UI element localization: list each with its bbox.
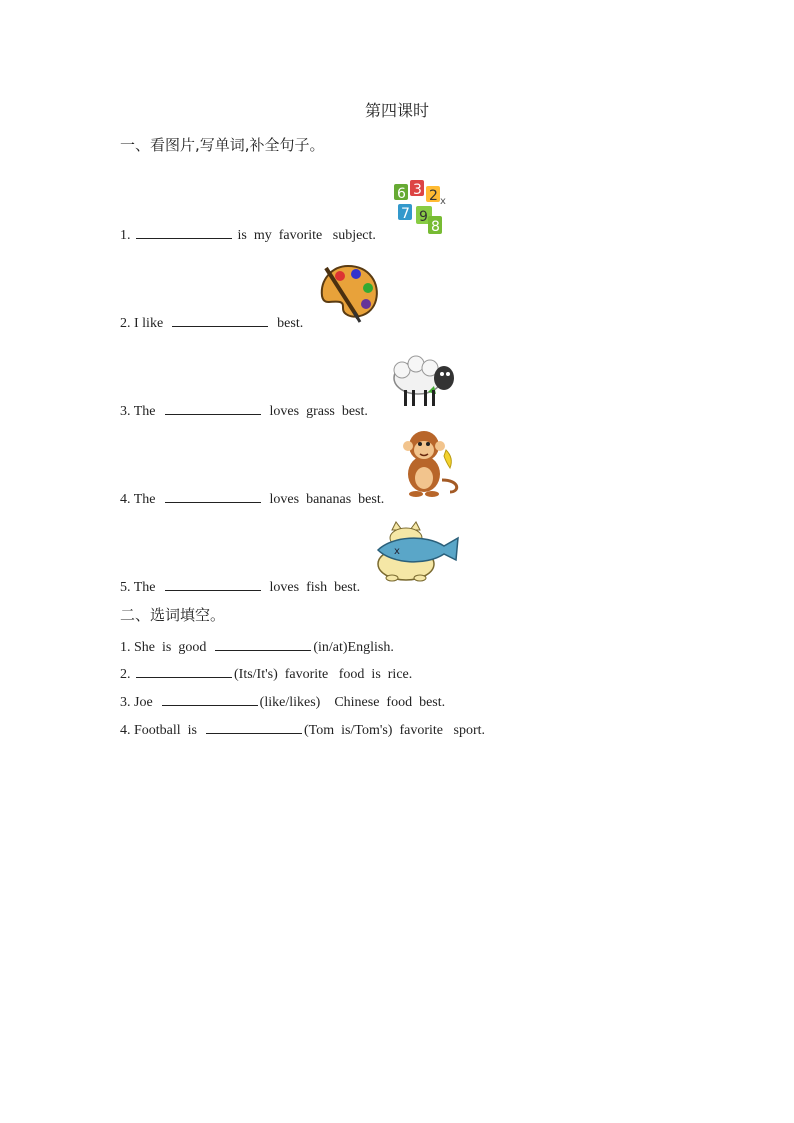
- answer-blank[interactable]: [162, 693, 258, 706]
- answer-blank[interactable]: [165, 402, 261, 415]
- svg-text:7: 7: [401, 206, 410, 222]
- section2-heading: 二、选词填空。: [120, 606, 226, 624]
- monkey-icon: [398, 428, 464, 498]
- section1-item-1: [120, 226, 376, 244]
- item-text-before: 5. The: [120, 580, 163, 595]
- answer-blank[interactable]: [215, 638, 311, 651]
- item-text-after: loves fish best.: [262, 580, 361, 595]
- svg-text:x: x: [440, 196, 446, 207]
- item-text-after: loves bananas best.: [262, 492, 385, 507]
- item-text-before: 2. I like: [120, 316, 171, 331]
- svg-text:x: x: [394, 546, 400, 557]
- cat-fish-icon: [372, 520, 462, 584]
- item-text-before: 1.: [120, 228, 134, 243]
- section1-item-4: [120, 490, 384, 508]
- svg-text:2: 2: [429, 188, 438, 204]
- item-text-after: (in/at)English.: [313, 640, 394, 655]
- section2-item-4: [120, 721, 485, 739]
- item-text-after: loves grass best.: [262, 404, 368, 419]
- section2-item-1: [120, 638, 394, 656]
- answer-blank[interactable]: [206, 721, 302, 734]
- item-text-after: (like/likes) Chinese food best.: [259, 695, 446, 710]
- item-text-before: 1. She is good: [120, 640, 214, 655]
- svg-text:6: 6: [397, 186, 406, 202]
- answer-blank[interactable]: [136, 665, 232, 678]
- item-text-before: 3. The: [120, 404, 163, 419]
- section1-item-2: [120, 314, 303, 332]
- svg-text:9: 9: [419, 209, 428, 225]
- section2-item-3: [120, 693, 445, 711]
- sheep-icon: [388, 352, 460, 410]
- item-text-before: 4. The: [120, 492, 163, 507]
- item-text-before: 2.: [120, 667, 134, 682]
- answer-blank[interactable]: [172, 314, 268, 327]
- item-text-before: 4. Football is: [120, 723, 205, 738]
- section2-item-2: [120, 665, 412, 683]
- item-text-before: 3. Joe: [120, 695, 160, 710]
- math-numbers-icon: [388, 176, 452, 240]
- answer-blank[interactable]: [165, 578, 261, 591]
- answer-blank[interactable]: [165, 490, 261, 503]
- item-text-after: is my favorite subject.: [234, 228, 376, 243]
- item-text-after: best.: [270, 316, 304, 331]
- svg-text:8: 8: [431, 219, 440, 235]
- section1-heading: 一、看图片,写单词,补全句子。: [120, 136, 325, 154]
- paint-palette-icon: [318, 262, 382, 324]
- item-text-after: (Its/It's) favorite food is rice.: [234, 667, 413, 682]
- page-title: 第四课时: [364, 101, 429, 120]
- item-text-after: (Tom is/Tom's) favorite sport.: [304, 723, 485, 738]
- answer-blank[interactable]: [136, 226, 232, 239]
- svg-text:3: 3: [413, 182, 422, 198]
- section1-item-3: [120, 402, 368, 420]
- section1-item-5: [120, 578, 360, 596]
